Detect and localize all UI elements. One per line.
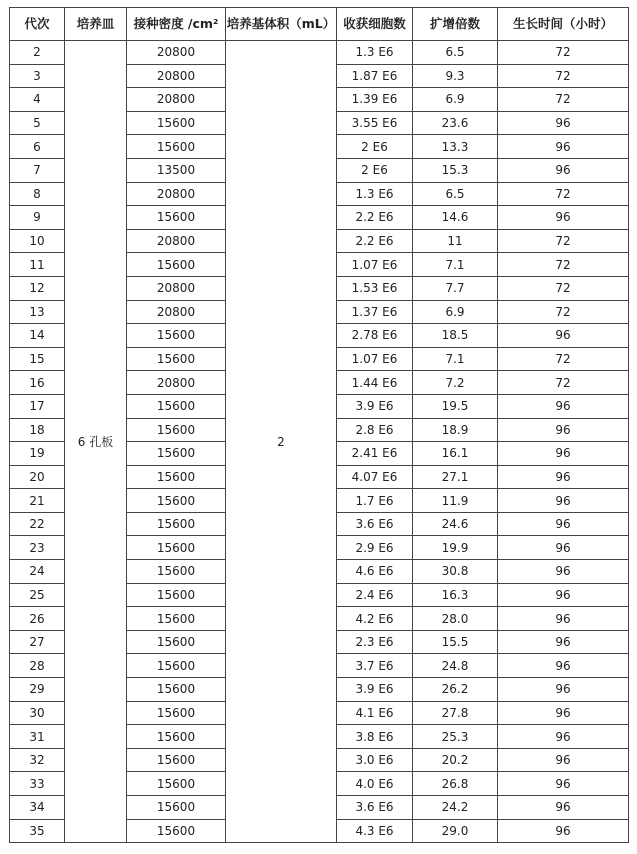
- cell-density: 15600: [127, 324, 226, 348]
- cell-harvested-cells: 3.8 E6: [337, 725, 413, 749]
- cell-density: 20800: [127, 88, 226, 112]
- cell-growth-time: 96: [498, 394, 629, 418]
- cell-passage: 7: [10, 158, 65, 182]
- cell-fold-expansion: 15.5: [413, 630, 498, 654]
- cell-density: 15600: [127, 206, 226, 230]
- cell-harvested-cells: 2.4 E6: [337, 583, 413, 607]
- cell-growth-time: 96: [498, 772, 629, 796]
- cell-fold-expansion: 15.3: [413, 158, 498, 182]
- cell-density: 15600: [127, 111, 226, 135]
- cell-passage: 13: [10, 300, 65, 324]
- cell-density: 15600: [127, 630, 226, 654]
- cell-passage: 4: [10, 88, 65, 112]
- cell-growth-time: 96: [498, 489, 629, 513]
- cell-harvested-cells: 1.39 E6: [337, 88, 413, 112]
- cell-fold-expansion: 24.6: [413, 512, 498, 536]
- cell-passage: 26: [10, 607, 65, 631]
- cell-density: 15600: [127, 560, 226, 584]
- table-body: [10, 41, 629, 843]
- cell-harvested-cells: 1.7 E6: [337, 489, 413, 513]
- cell-growth-time: 96: [498, 135, 629, 159]
- cell-harvested-cells: 1.3 E6: [337, 41, 413, 65]
- cell-fold-expansion: 14.6: [413, 206, 498, 230]
- cell-density: 15600: [127, 748, 226, 772]
- cell-fold-expansion: 16.1: [413, 442, 498, 466]
- header-passage: 代次: [10, 8, 65, 41]
- cell-harvested-cells: 4.0 E6: [337, 772, 413, 796]
- cell-density: 20800: [127, 276, 226, 300]
- cell-passage: 19: [10, 442, 65, 466]
- cell-harvested-cells: 2.8 E6: [337, 418, 413, 442]
- cell-density: 15600: [127, 418, 226, 442]
- cell-passage: 30: [10, 701, 65, 725]
- cell-density: 15600: [127, 442, 226, 466]
- cell-harvested-cells: 2.41 E6: [337, 442, 413, 466]
- cell-density: 15600: [127, 512, 226, 536]
- cell-growth-time: 72: [498, 276, 629, 300]
- cell-harvested-cells: 4.6 E6: [337, 560, 413, 584]
- cell-passage: 25: [10, 583, 65, 607]
- cell-fold-expansion: 23.6: [413, 111, 498, 135]
- cell-growth-time: 96: [498, 418, 629, 442]
- cell-fold-expansion: 29.0: [413, 819, 498, 843]
- cell-density: 15600: [127, 394, 226, 418]
- cell-harvested-cells: 4.2 E6: [337, 607, 413, 631]
- cell-passage: 3: [10, 64, 65, 88]
- cell-growth-time: 96: [498, 654, 629, 678]
- cell-growth-time: 72: [498, 182, 629, 206]
- cell-fold-expansion: 7.1: [413, 347, 498, 371]
- cell-growth-time: 96: [498, 583, 629, 607]
- cell-harvested-cells: 3.0 E6: [337, 748, 413, 772]
- cell-passage: 20: [10, 465, 65, 489]
- cell-growth-time: 96: [498, 748, 629, 772]
- cell-density: 15600: [127, 678, 226, 702]
- cell-growth-time: 96: [498, 796, 629, 820]
- cell-passage: 16: [10, 371, 65, 395]
- cell-passage: 11: [10, 253, 65, 277]
- cell-harvested-cells: 4.3 E6: [337, 819, 413, 843]
- cell-passage: 17: [10, 394, 65, 418]
- cell-density: 15600: [127, 347, 226, 371]
- header-medium-volume: 培养基体积（mL）: [226, 8, 337, 41]
- cell-density: 20800: [127, 41, 226, 65]
- cell-fold-expansion: 9.3: [413, 64, 498, 88]
- cell-growth-time: 96: [498, 819, 629, 843]
- cell-passage: 18: [10, 418, 65, 442]
- cell-harvested-cells: 1.44 E6: [337, 371, 413, 395]
- header-dish: 培养皿: [65, 8, 127, 41]
- cell-harvested-cells: 4.07 E6: [337, 465, 413, 489]
- header-row: [10, 8, 629, 41]
- cell-fold-expansion: 20.2: [413, 748, 498, 772]
- cell-harvested-cells: 2.2 E6: [337, 206, 413, 230]
- cell-harvested-cells: 3.9 E6: [337, 394, 413, 418]
- cell-growth-time: 72: [498, 371, 629, 395]
- cell-passage: 6: [10, 135, 65, 159]
- cell-fold-expansion: 24.2: [413, 796, 498, 820]
- cell-density: 15600: [127, 536, 226, 560]
- cell-harvested-cells: 3.6 E6: [337, 512, 413, 536]
- cell-density: 15600: [127, 465, 226, 489]
- cell-harvested-cells: 2.78 E6: [337, 324, 413, 348]
- cell-passage: 5: [10, 111, 65, 135]
- cell-passage: 31: [10, 725, 65, 749]
- cell-fold-expansion: 11.9: [413, 489, 498, 513]
- cell-fold-expansion: 19.9: [413, 536, 498, 560]
- cell-harvested-cells: 2 E6: [337, 135, 413, 159]
- cell-growth-time: 72: [498, 253, 629, 277]
- cell-harvested-cells: 2.2 E6: [337, 229, 413, 253]
- cell-growth-time: 96: [498, 560, 629, 584]
- cell-passage: 10: [10, 229, 65, 253]
- header-growth-time: 生长时间（小时）: [498, 8, 629, 41]
- header-harvested-cells: 收获细胞数: [337, 8, 413, 41]
- cell-passage: 34: [10, 796, 65, 820]
- cell-fold-expansion: 6.9: [413, 300, 498, 324]
- cell-harvested-cells: 3.7 E6: [337, 654, 413, 678]
- cell-passage: 33: [10, 772, 65, 796]
- cell-passage: 23: [10, 536, 65, 560]
- cell-passage: 29: [10, 678, 65, 702]
- cell-growth-time: 96: [498, 701, 629, 725]
- cell-density: 20800: [127, 182, 226, 206]
- cell-fold-expansion: 18.5: [413, 324, 498, 348]
- cell-harvested-cells: 1.3 E6: [337, 182, 413, 206]
- cell-growth-time: 96: [498, 465, 629, 489]
- cell-growth-time: 96: [498, 206, 629, 230]
- cell-growth-time: 96: [498, 512, 629, 536]
- cell-density: 15600: [127, 489, 226, 513]
- cell-fold-expansion: 7.2: [413, 371, 498, 395]
- cell-density: 15600: [127, 701, 226, 725]
- cell-harvested-cells: 4.1 E6: [337, 701, 413, 725]
- cell-density: 15600: [127, 654, 226, 678]
- cell-harvested-cells: 1.87 E6: [337, 64, 413, 88]
- cell-fold-expansion: 28.0: [413, 607, 498, 631]
- cell-density: 15600: [127, 607, 226, 631]
- cell-growth-time: 72: [498, 88, 629, 112]
- cell-fold-expansion: 7.7: [413, 276, 498, 300]
- cell-passage: 8: [10, 182, 65, 206]
- cell-fold-expansion: 26.2: [413, 678, 498, 702]
- header-density: 接种密度 /cm²: [127, 8, 226, 41]
- cell-fold-expansion: 27.1: [413, 465, 498, 489]
- cell-fold-expansion: 13.3: [413, 135, 498, 159]
- cell-fold-expansion: 11: [413, 229, 498, 253]
- cell-fold-expansion: 19.5: [413, 394, 498, 418]
- cell-passage: 15: [10, 347, 65, 371]
- cell-fold-expansion: 25.3: [413, 725, 498, 749]
- cell-fold-expansion: 6.5: [413, 41, 498, 65]
- cell-dish: 6 孔板: [65, 41, 127, 843]
- cell-density: 20800: [127, 371, 226, 395]
- cell-density: 13500: [127, 158, 226, 182]
- cell-passage: 21: [10, 489, 65, 513]
- cell-passage: 24: [10, 560, 65, 584]
- header-fold-expansion: 扩增倍数: [413, 8, 498, 41]
- cell-fold-expansion: 30.8: [413, 560, 498, 584]
- cell-harvested-cells: 2.3 E6: [337, 630, 413, 654]
- cell-passage: 9: [10, 206, 65, 230]
- cell-passage: 27: [10, 630, 65, 654]
- cell-density: 20800: [127, 64, 226, 88]
- cell-growth-time: 96: [498, 678, 629, 702]
- cell-fold-expansion: 24.8: [413, 654, 498, 678]
- cell-fold-expansion: 6.5: [413, 182, 498, 206]
- cell-passage: 2: [10, 41, 65, 65]
- cell-fold-expansion: 26.8: [413, 772, 498, 796]
- cell-passage: 12: [10, 276, 65, 300]
- cell-density: 15600: [127, 135, 226, 159]
- cell-passage: 22: [10, 512, 65, 536]
- cell-harvested-cells: 3.6 E6: [337, 796, 413, 820]
- cell-fold-expansion: 16.3: [413, 583, 498, 607]
- cell-passage: 28: [10, 654, 65, 678]
- cell-harvested-cells: 1.07 E6: [337, 347, 413, 371]
- cell-harvested-cells: 3.55 E6: [337, 111, 413, 135]
- cell-growth-time: 96: [498, 725, 629, 749]
- table-row: [10, 41, 629, 65]
- cell-growth-time: 96: [498, 630, 629, 654]
- cell-growth-time: 96: [498, 607, 629, 631]
- cell-fold-expansion: 27.8: [413, 701, 498, 725]
- cell-growth-time: 72: [498, 229, 629, 253]
- cell-growth-time: 72: [498, 41, 629, 65]
- cell-culture-table: [9, 7, 629, 843]
- cell-medium-volume: 2: [226, 41, 337, 843]
- cell-passage: 35: [10, 819, 65, 843]
- cell-harvested-cells: 1.07 E6: [337, 253, 413, 277]
- cell-growth-time: 96: [498, 536, 629, 560]
- cell-density: 15600: [127, 796, 226, 820]
- cell-harvested-cells: 1.37 E6: [337, 300, 413, 324]
- cell-fold-expansion: 7.1: [413, 253, 498, 277]
- cell-fold-expansion: 6.9: [413, 88, 498, 112]
- cell-harvested-cells: 1.53 E6: [337, 276, 413, 300]
- cell-growth-time: 72: [498, 64, 629, 88]
- cell-density: 15600: [127, 253, 226, 277]
- cell-fold-expansion: 18.9: [413, 418, 498, 442]
- cell-harvested-cells: 2.9 E6: [337, 536, 413, 560]
- cell-growth-time: 96: [498, 158, 629, 182]
- cell-growth-time: 72: [498, 347, 629, 371]
- cell-density: 15600: [127, 725, 226, 749]
- cell-growth-time: 72: [498, 300, 629, 324]
- cell-harvested-cells: 3.9 E6: [337, 678, 413, 702]
- cell-growth-time: 96: [498, 442, 629, 466]
- cell-density: 15600: [127, 583, 226, 607]
- cell-passage: 14: [10, 324, 65, 348]
- cell-density: 20800: [127, 229, 226, 253]
- cell-density: 15600: [127, 819, 226, 843]
- cell-growth-time: 96: [498, 111, 629, 135]
- cell-passage: 32: [10, 748, 65, 772]
- cell-density: 20800: [127, 300, 226, 324]
- cell-density: 15600: [127, 772, 226, 796]
- cell-growth-time: 96: [498, 324, 629, 348]
- cell-harvested-cells: 2 E6: [337, 158, 413, 182]
